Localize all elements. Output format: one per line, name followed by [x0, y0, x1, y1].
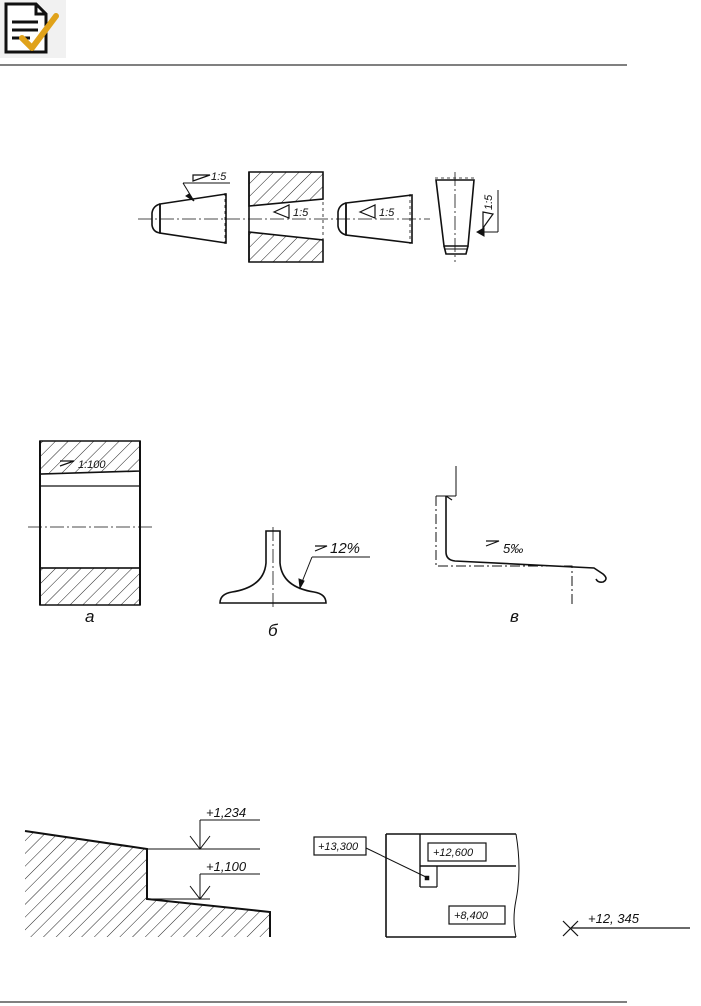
taper-label-4: 1:5: [483, 194, 495, 210]
taper-figure: [138, 172, 498, 262]
plan-mark-2: +12,600: [433, 847, 474, 859]
level-mark-1: +1,234: [206, 805, 247, 820]
plan-mark-3: +8,400: [454, 910, 488, 922]
level-mark-2: +1,100: [206, 859, 247, 874]
caption-v: в: [510, 607, 519, 626]
taper-label-3: 1:5: [379, 207, 395, 219]
caption-b: б: [268, 621, 278, 640]
taper-label-2: 1:5: [293, 207, 309, 219]
document-check-icon: [0, 0, 66, 58]
slope-label-v: 5‰: [503, 541, 524, 556]
free-level-mark: +12, 345: [588, 911, 639, 926]
slope-label-b: 12%: [330, 540, 361, 557]
caption-a: а: [85, 607, 95, 626]
plan-mark-1: +13,300: [318, 841, 359, 853]
slope-figure: [28, 441, 606, 607]
slope-label-a: 1:100: [78, 459, 106, 471]
taper-label-1: 1:5: [211, 171, 227, 183]
